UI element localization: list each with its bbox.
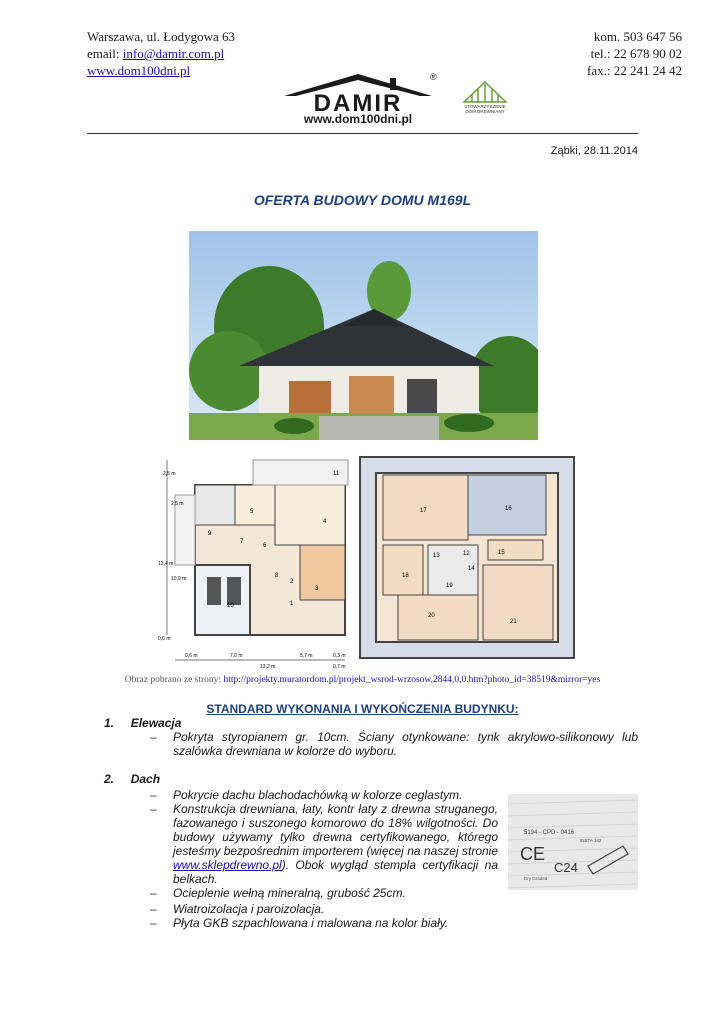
room-16: 16 [505, 506, 512, 512]
room-11: 11 [333, 471, 340, 477]
tel-number: tel.: 22 678 90 02 [590, 46, 682, 61]
stamp-grade: C24 [554, 860, 578, 875]
section-2-item-5: Płyta GKB szpachlowana i malowana na kolor biały. [173, 916, 449, 930]
section-title: STANDARD WYKONANIA I WYKOŃCZENIA BUDYNKU: [206, 702, 519, 716]
document-date: Ząbki, 28.11.2014 [550, 145, 638, 157]
room-5: 5 [250, 509, 254, 515]
room-18: 18 [402, 573, 409, 579]
room-12: 12 [463, 551, 470, 557]
page-title: OFERTA BUDOWY DOMU M169L [253, 192, 472, 208]
email-link[interactable]: info@damir.com.pl [122, 46, 225, 61]
bullet-dash: – [150, 886, 157, 900]
source-link[interactable]: http://projekty.muratordom.pl/projekt_wsrod-wrzosow,2844,0,0.htm?photo_id=38519&mirror=yes [223, 675, 601, 685]
room-9: 9 [208, 531, 212, 537]
damir-logo [278, 72, 438, 128]
company-contact-left [87, 28, 235, 79]
section-1-item-1: Pokryta styropianem gr. 10cm. Ściany otynkowane: tynk akrylowo-silikonowy lub szalówka drewniana w kolorze do wyboru. [173, 730, 638, 758]
section-2-heading: 2. Dach [104, 772, 161, 786]
upper-floor-plan [358, 455, 576, 660]
stamp-insta: INSTA 142 [580, 838, 602, 843]
bullet-dash: – [150, 730, 157, 744]
room-14: 14 [468, 566, 475, 572]
bullet-dash: – [150, 902, 157, 916]
association-roof-icon [460, 80, 510, 104]
dim-bottom-3: 13,2 m [260, 664, 276, 670]
sklepdrewno-link[interactable]: www.sklepdrewno.pl [173, 858, 282, 872]
section-2-item-4: Wiatroizolacja i paroizolacja. [173, 902, 325, 916]
house-photo [189, 231, 538, 440]
section-2-item-1: Pokrycie dachu blachodachówką w kolorze ceglastym. [173, 788, 463, 802]
association-name: STOWARZYSZENIE DOM DREWNIANY [464, 104, 506, 114]
bullet-dash: – [150, 916, 157, 930]
association-badge [460, 80, 510, 122]
ground-floor-plan [155, 455, 355, 673]
dim-left-1: 2,5 m [163, 471, 176, 477]
dim-bottom-1: 0,6 m [185, 653, 198, 659]
section-1-heading: 1. Elewacja [104, 716, 182, 730]
room-20: 20 [428, 613, 435, 619]
stamp-dry: Dry Graded [524, 876, 548, 881]
company-address: Warszawa, ul. Łodygowa 63 [87, 29, 236, 44]
certification-stamp-photo [508, 794, 638, 890]
dim-bottom-2: 7,0 m [230, 653, 243, 659]
email-line: email: info@damir.com.pl [87, 46, 225, 61]
room-15: 15 [498, 550, 505, 556]
section-2-item-2: Konstrukcja drewniana, łaty, kontr łaty z drewna struganego, fazowanego i suszonego komorowo do 18% wilgotności. Do budowy używamy tylko drewna certyfikowanego, którego jesteśmy bezpośrednim importerem (więcej na naszej stronie www.sklepdrewno.pl). Obok wygląd stempla certyfikacji na belkach. [173, 802, 498, 886]
dim-bottom-6: 0,7 m [333, 664, 346, 670]
website-link[interactable]: www.dom100dni.pl [87, 63, 191, 78]
room-17: 17 [420, 508, 427, 514]
dim-left-2: 2,5 m [171, 501, 184, 507]
room-7: 7 [240, 539, 244, 545]
dim-left-3: 13,4 m [158, 561, 174, 567]
dim-left-5: 0,6 m [158, 636, 171, 642]
bullet-dash: – [150, 802, 157, 816]
registered-mark: ® [430, 72, 437, 82]
room-3: 3 [315, 586, 319, 592]
section-2-item-3: Ocieplenie wełną mineralną, grubość 25cm. [173, 886, 406, 900]
room-8: 8 [275, 573, 279, 579]
ce-mark: CE [520, 844, 546, 864]
stamp-code: 5194 - CPD - 0416 [524, 830, 575, 836]
image-source: Obraz pobrano ze strony: http://projekty.muratordom.pl/projekt_wsrod-wrzosow,2844,0,0.htm?photo_id=38519&mirror=yes [124, 675, 601, 685]
fax-number: fax.: 22 241 24 42 [587, 63, 682, 78]
room-13: 13 [433, 553, 440, 559]
room-21: 21 [510, 619, 517, 625]
logo-name: DAMIR [313, 90, 403, 117]
room-19: 19 [446, 583, 453, 589]
room-10: 10 [227, 603, 234, 609]
room-2: 2 [290, 579, 294, 585]
room-4: 4 [323, 519, 327, 525]
header-divider [87, 133, 638, 134]
company-contact-right [587, 28, 682, 79]
room-1: 1 [290, 601, 294, 607]
dim-bottom-5: 0,3 m [333, 653, 346, 659]
bullet-dash: – [150, 788, 157, 802]
mobile-number: kom. 503 647 56 [593, 29, 682, 44]
logo-url: www.dom100dni.pl [303, 112, 413, 126]
dim-left-4: 10,9 m [171, 576, 187, 582]
room-6: 6 [263, 543, 267, 549]
dim-bottom-4: 5,7 m [300, 653, 313, 659]
